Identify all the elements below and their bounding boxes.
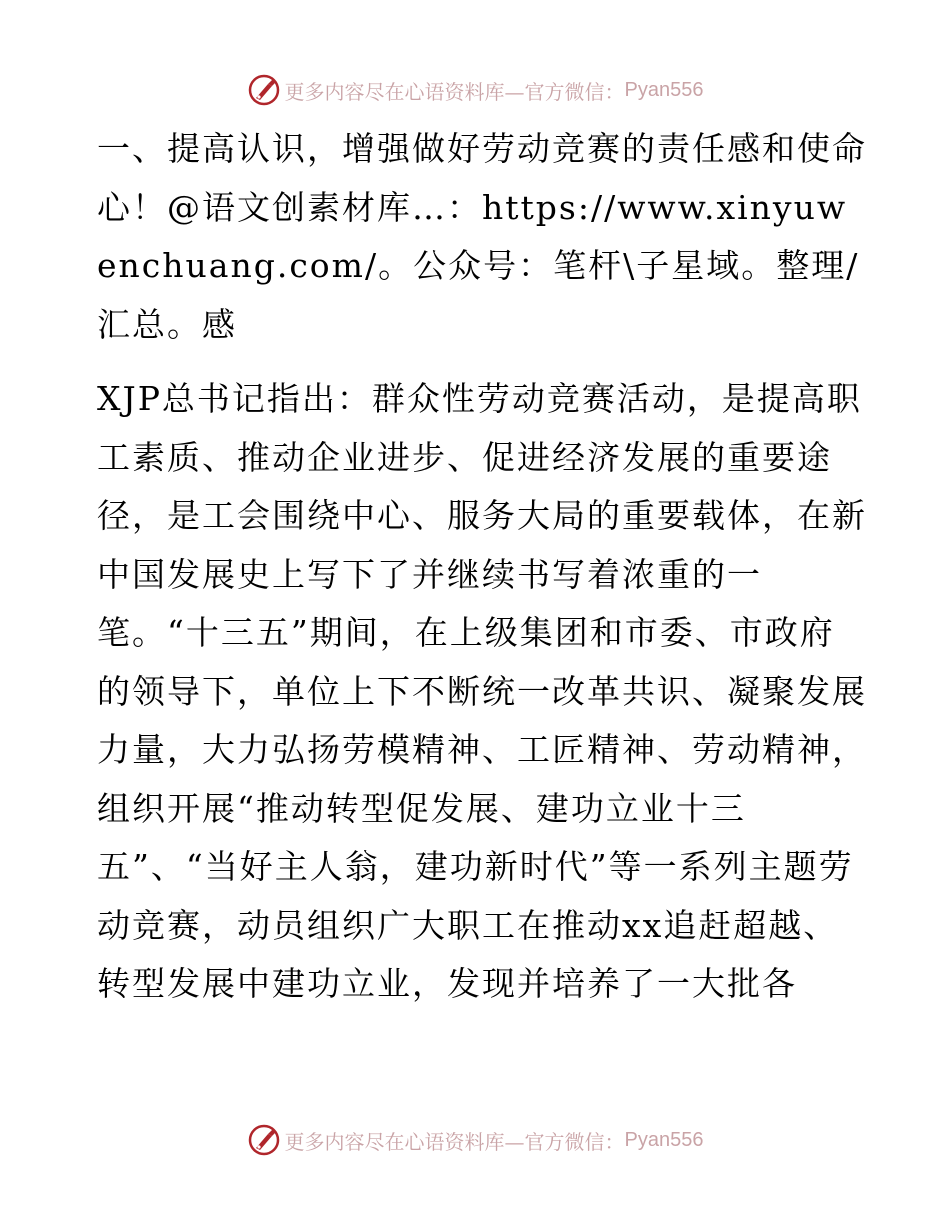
footer-watermark-text: 更多内容尽在心语资料库—官方微信： (284, 1129, 625, 1154)
paragraph-body: XJP总书记指出：群众性劳动竞赛活动，是提高职工素质、推动企业进步、促进经济发展的重要途径，是工会围绕中心、服务大局的重要载体，在新中国发展史上写下了并继续书写着浓重的一笔。“十三五”期间，在上级集团和市委、市政府的领导下，单位上下不断统一改革共识、凝聚发展力量，大力弘扬劳模精神、工匠精神、劳动精神，组织开展“推动转型促发展、建功立业十三五”、“当好主人翁，建功新时代”等一系列主题劳动竞赛，动员组织广大职工在推动xx追赶超越、转型发展中建功立业，发现并培养了一大批各 (97, 379, 867, 1003)
header-watermark (0, 70, 950, 110)
paragraph-heading: 一、提高认识，增强做好劳动竞赛的责任感和使命心！@语文创素材库…：https://www.xinyuwenchuang.com/。公众号：笔杆\子星域。整理/汇总。感 (97, 129, 867, 344)
header-watermark-text: 更多内容尽在心语资料库—官方微信： (284, 79, 625, 104)
pen-nib-seal-icon (247, 73, 281, 107)
pen-nib-seal-icon (247, 1123, 281, 1157)
footer-watermark-id: Pyan556 (624, 1128, 704, 1151)
footer-watermark (0, 1120, 950, 1160)
document-body (97, 120, 867, 1014)
header-watermark-id: Pyan556 (624, 78, 704, 101)
